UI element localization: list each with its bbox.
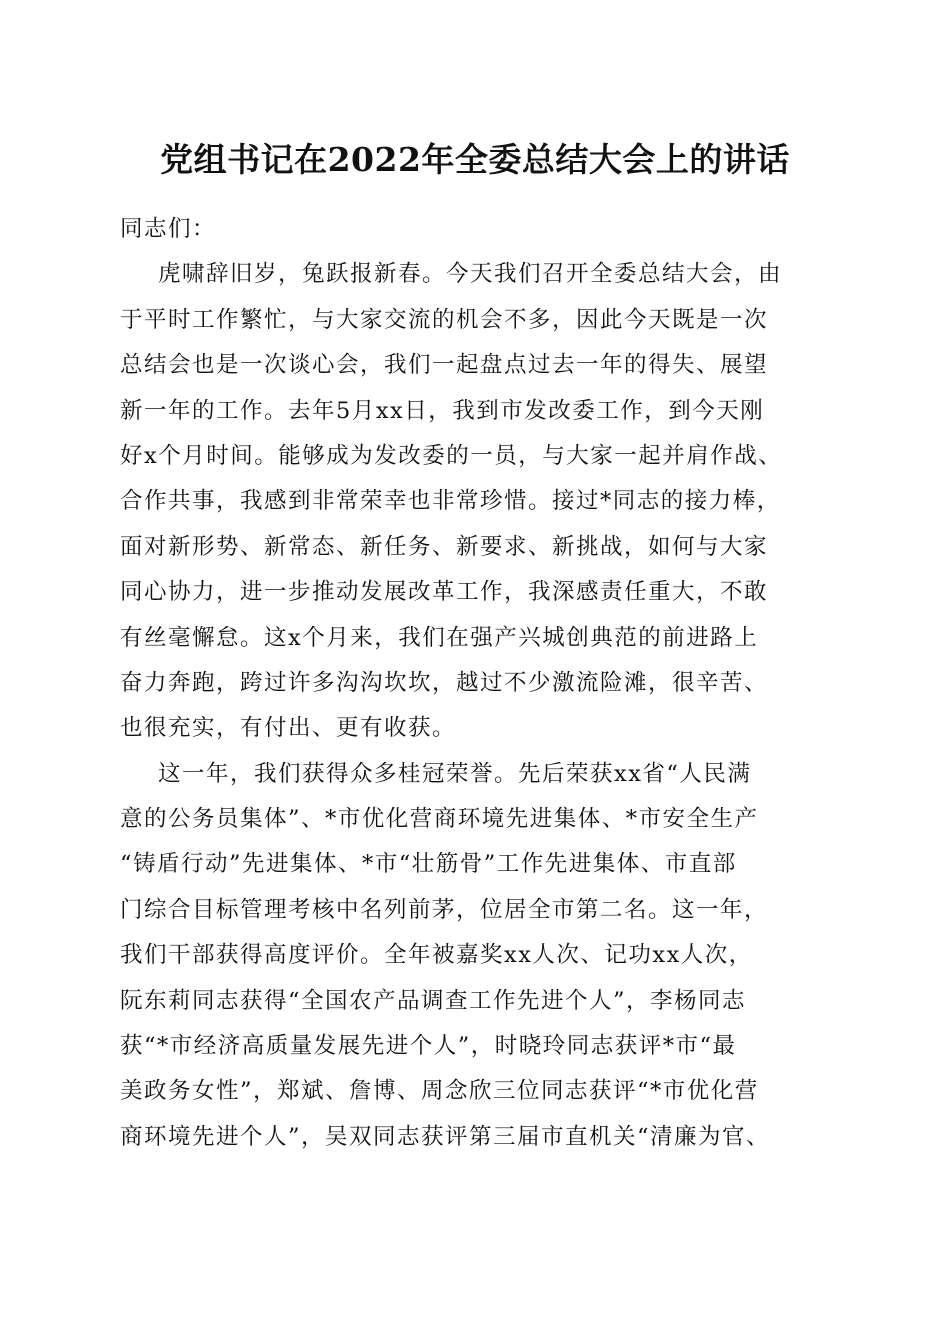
paragraph-line: 新一年的工作。去年5月xx日，我到市发改委工作，到今天刚 [120, 397, 765, 424]
paragraph-line: 商环境先进个人”，吴双同志获评第三届市直机关“清廉为官、 [120, 1123, 771, 1150]
paragraph-line: 同心协力，进一步推动发展改革工作，我深感责任重大，不敢 [120, 579, 769, 606]
document-title: 党组书记在2022年全委总结大会上的讲话 [160, 140, 790, 179]
paragraph-line: 合作共事，我感到非常荣幸也非常珍惜。接过*同志的接力棒， [120, 488, 781, 515]
paragraph-line: 阮东莉同志获得“全国农产品调查工作先进个人”，李杨同志 [120, 987, 747, 1014]
paragraph-line: 有丝毫懈怠。这x个月来，我们在强产兴城创典范的前进路上 [120, 624, 759, 651]
paragraph-line: 意的公务员集体”、*市优化营商环境先进集体、*市安全生产 [120, 806, 759, 833]
document-body [120, 207, 840, 1160]
paragraph-line: 总结会也是一次谈心会，我们一起盘点过去一年的得失、展望 [120, 352, 769, 379]
paragraph-line: 门综合目标管理考核中名列前茅，位居全市第二名。这一年， [120, 896, 769, 923]
paragraph-line: 也很充实，有付出、更有收获。 [120, 715, 457, 742]
paragraph-line: “铸盾行动”先进集体、*市“壮筋骨”工作先进集体、市直部 [120, 851, 737, 878]
paragraph-line: 我们干部获得高度评价。全年被嘉奖xx人次、记功xx人次， [120, 942, 753, 969]
paragraph-line: 奋力奔跑，跨过许多沟沟坎坎，越过不少激流险滩，很辛苦、 [120, 669, 769, 696]
paragraph-line: 于平时工作繁忙，与大家交流的机会不多，因此今天既是一次 [120, 306, 769, 333]
paragraph-line: 这一年，我们获得众多桂冠荣誉。先后荣获xx省“人民满 [158, 760, 752, 787]
paragraph-line: 面对新形势、新常态、新任务、新要求、新挑战，如何与大家 [120, 533, 769, 560]
paragraph-line: 虎啸辞旧岁，兔跃报新春。今天我们召开全委总结大会，由 [158, 261, 783, 288]
paragraph-line: 美政务女性”，郑斌、詹博、周念欣三位同志获评“*市优化营 [120, 1078, 759, 1105]
paragraph-line: 好x个月时间。能够成为发改委的一员，与大家一起并肩作战、 [120, 442, 783, 469]
paragraph-line: 获“*市经济高质量发展先进个人”，时晓玲同志获评*市“最 [120, 1033, 737, 1060]
salutation: 同志们： [120, 216, 217, 242]
